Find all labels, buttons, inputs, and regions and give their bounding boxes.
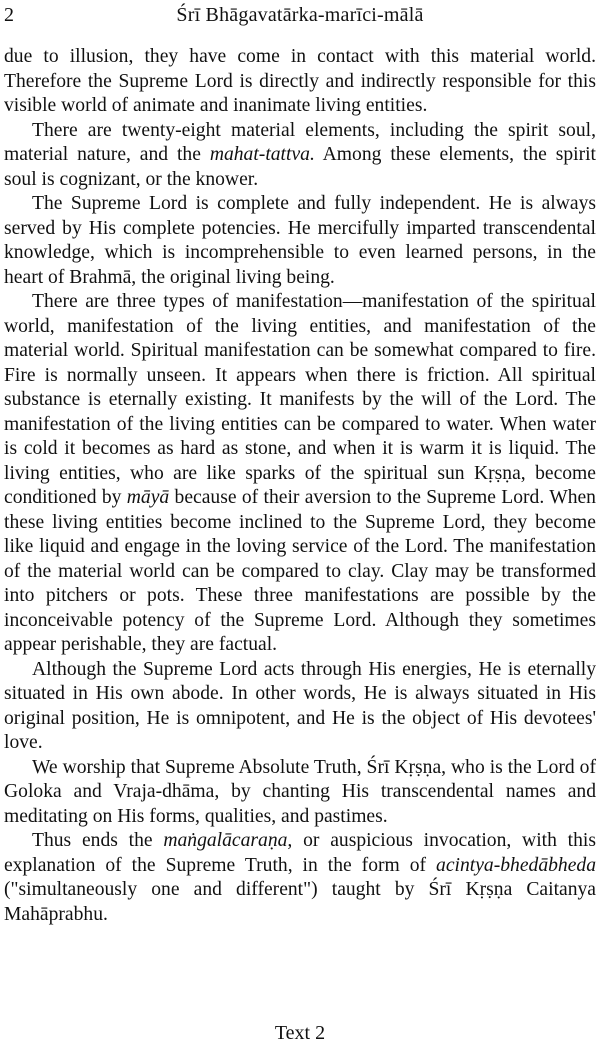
text-run: Thus ends the bbox=[32, 830, 164, 851]
text-run: or auspicious invocation, with this explanation of the Supreme Truth, in the form of bbox=[4, 830, 596, 876]
italic-term: acintya-bhedābheda bbox=[436, 854, 596, 876]
italic-term: maṅgalācaraṇa, bbox=[163, 830, 293, 851]
section-heading: Text 2 bbox=[274, 1022, 326, 1044]
body-paragraph bbox=[4, 290, 596, 658]
text-run: due to illusion, they have come in contact with this material world. Therefore the Supreme Lord is directly and indirectly responsible for this visible world of animate and inanimate living entities. bbox=[4, 46, 596, 116]
italic-term: mahat-tattva. bbox=[209, 144, 315, 165]
page-number: 2 bbox=[4, 4, 14, 26]
text-run: ("simultaneously one and different") taught by Śrī Kṛṣṇa Caitanya Mahāprabhu. bbox=[4, 879, 596, 925]
body-text bbox=[4, 45, 596, 927]
text-run: There are twenty-eight material elements, including the spirit soul, material nature, and the bbox=[4, 119, 596, 165]
text-run: The Supreme Lord is complete and fully independent. He is always served by His complete potencies. He mercifully imparted transcendental knowledge, which is incomprehensible to even learned persons, in the heart of Brahmā, the original living being. bbox=[4, 193, 596, 288]
text-run: Among these elements, the spirit soul is cognizant, or the knower. bbox=[4, 144, 596, 190]
body-paragraph bbox=[4, 45, 596, 119]
body-paragraph bbox=[4, 119, 596, 193]
italic-term: māyā bbox=[126, 487, 170, 508]
running-title: Śrī Bhāgavatārka-marīci-mālā bbox=[176, 4, 424, 26]
body-paragraph bbox=[4, 192, 596, 290]
page-header bbox=[4, 2, 596, 32]
body-paragraph bbox=[4, 658, 596, 756]
text-run: because of their aversion to the Supreme Lord. When these living entities become inclined to the Supreme Lord, they become like liquid and engage in the loving service of the Lord. The manifestation of the material world can be compared to clay. Clay may be transformed into pitchers or pots. These three manifestations are possible by the inconceivable potency of the Supreme Lord. Although they sometimes appear perishable, they are factual. bbox=[4, 487, 596, 655]
text-run: There are three types of manifestation—manifestation of the spiritual world, manifestation of the living entities, and manifestation of the material world. Spiritual manifestation can be somewhat compared to fire. Fire is normally unseen. It appears when there is friction. All spiritual substance is eternally existing. It manifests by the will of the Lord. The manifestation of the living entities can be compared to water. When water is cold it becomes as hard as stone, and when it is warm it is liquid. The living entities, who are like sparks of the spiritual sun Kṛṣṇa, become conditioned by bbox=[4, 291, 596, 508]
body-paragraph bbox=[4, 829, 596, 927]
text-run: Although the Supreme Lord acts through His energies, He is eternally situated in His own abode. In other words, He is always situated in His original position, He is omnipotent, and He is the object of His devotees' love. bbox=[4, 658, 596, 753]
text-run: We worship that Supreme Absolute Truth, Śrī Kṛṣṇa, who is the Lord of Goloka and Vraja-dhāma, by chanting His transcendental names and meditating on His forms, qualities, and pastimes. bbox=[4, 756, 596, 827]
body-paragraph bbox=[4, 756, 596, 830]
